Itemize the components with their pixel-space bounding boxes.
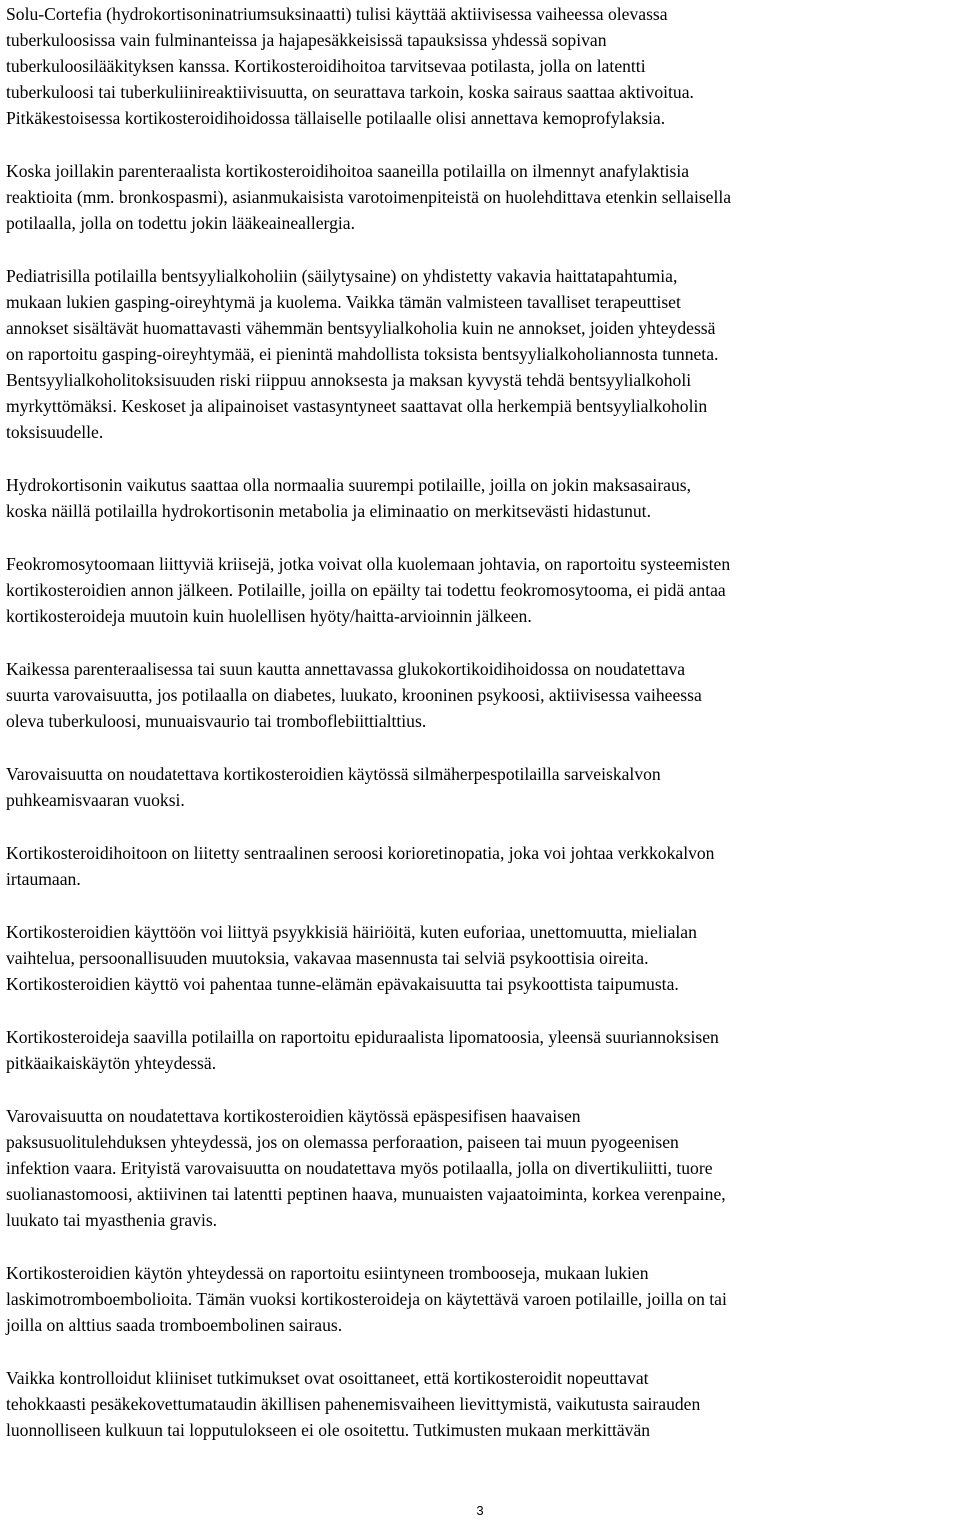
paragraph-gastrointestinal: Varovaisuutta on noudatettava kortikosteroidien käytössä epäspesifisen haavaisen paksusuolitulehduksen yhteydessä, jos on olemassa perforaation, paiseen tai muun pyogeenisen infektion vaara. Erityistä varovaisuutta on noudatettava myös potilaalla, jolla on divertikuliitti, tuore suolianastomoosi, aktiivinen tai latentti peptinen haava, munuaisten vajaatoiminta, korkea verenpaine, luukato tai myasthenia gravis. bbox=[6, 1106, 726, 1230]
paragraph-tuberculosis: Solu-Cortefia (hydrokortisoninatriumsuksinaatti) tulisi käyttää aktiivisessa vaiheessa olevassa tuberkuloosissa vain fulminanteissa ja hajapesäkkeisissä tapauksissa yhdessä sopivan tuberkuloosilääkityksen kanssa. Kortikosteroidihoitoa tarvitsevaa potilasta, jolla on latentti tuberkuloosi tai tuberkuliinireaktiivisuutta, on seurattava tarkoin, koska sairaus saattaa aktivoitua. Pitkäkestoisessa kortikosteroidihoidossa tällaiselle potilaalle olisi annettava kemoprofylaksia. bbox=[6, 4, 694, 128]
paragraph-chorioretinopathy: Kortikosteroidihoitoon on liitetty sentraalinen seroosi korioretinopatia, joka voi johtaa verkkokalvon irtaumaan. bbox=[6, 843, 715, 889]
paragraph-anaphylaxis: Koska joillakin parenteraalista kortikosteroidihoitoa saaneilla potilailla on ilmennyt anafylaktisia reaktioita (mm. bronkospasmi), asianmukaisista varotoimenpiteistä on huolehdittava etenkin sellaisella potilaalla, jolla on todettu jokin lääkeaineallergia. bbox=[6, 161, 732, 233]
paragraph-lipomatosis: Kortikosteroideja saavilla potilailla on raportoitu epiduraalista lipomatoosia, yleensä suuriannoksisen pitkäaikaiskäytön yhteydessä. bbox=[6, 1027, 719, 1073]
paragraph-liver-disease: Hydrokortisonin vaikutus saattaa olla normaalia suurempi potilaille, joilla on jokin maksasairaus, koska näillä potilailla hydrokortisonin metabolia ja eliminaatio on merkitsevästi hidastunut. bbox=[6, 475, 692, 521]
document-body bbox=[6, 0, 950, 1470]
paragraph-glucocorticoid-caution: Kaikessa parenteraalisessa tai suun kautta annettavassa glukokortikoidihoidossa on noudatettava suurta varovaisuutta, jos potilaalla on diabetes, luukato, krooninen psykoosi, aktiivisessa vaiheessa oleva tuberkuloosi, munuaisvaurio tai tromboflebiittialttius. bbox=[6, 659, 702, 731]
paragraph-benzyl-alcohol: Pediatrisilla potilailla bentsyylialkoholiin (säilytysaine) on yhdistetty vakavia haittatapahtumia, mukaan lukien gasping-oireyhtymä ja kuolema. Vaikka tämän valmisteen tavalliset terapeuttiset annokset sisältävät huomattavasti vähemmän bentsyylialkoholia kuin ne annokset, joiden yhteydessä on raportoitu gasping-oireyhtymää, ei pienintä mahdollista toksista bentsyylialkoholiannosta tunneta. Bentsyylialkoholitoksisuuden riski riippuu annoksesta ja maksan kyvystä tehdä bentsyylialkoholi myrkyttömäksi. Keskoset ja alipainoiset vastasyntyneet saattavat olla herkempiä bentsyylialkoholin toksisuudelle. bbox=[6, 266, 719, 442]
page-number: 3 bbox=[476, 1503, 484, 1518]
paragraph-multiple-sclerosis: Vaikka kontrolloidut kliiniset tutkimukset ovat osoittaneet, että kortikosteroidit nopeuttavat tehokkaasti pesäkekovettumataudin äkillisen pahenemisvaiheen lievittymistä, vaikutusta sairauden luonnolliseen kulkuun tai lopputulokseen ei ole osoitettu. Tutkimusten mukaan merkittävän bbox=[6, 1368, 701, 1440]
paragraph-psychiatric: Kortikosteroidien käyttöön voi liittyä psyykkisiä häiriöitä, kuten euforiaa, unettomuutta, mielialan vaihtelua, persoonallisuuden muutoksia, vakavaa masennusta tai selviä psykoottisia oireita. Kortikosteroidien käyttö voi pahentaa tunne-elämän epävakaisuutta tai psykoottista taipumusta. bbox=[6, 922, 697, 994]
paragraph-ocular-herpes: Varovaisuutta on noudatettava kortikosteroidien käytössä silmäherpespotilailla sarveiskalvon puhkeamisvaaran vuoksi. bbox=[6, 764, 661, 810]
paragraph-thrombosis: Kortikosteroidien käytön yhteydessä on raportoitu esiintyneen tromboosеja, mukaan lukien laskimotromboembolioita. Tämän vuoksi kortikosteroideja on käytettävä varoen potilaille, joilla on tai joilla on alttius saada tromboembolinen sairaus. bbox=[6, 1263, 727, 1335]
paragraph-pheochromocytoma: Feokromosytoomaan liittyviä kriisejä, jotka voivat olla kuolemaan johtavia, on raportoitu systeemisten kortikosteroidien annon jälkeen. Potilaille, joilla on epäilty tai todettu feokromosytooma, ei pidä antaa kortikosteroideja muutoin kuin huolellisen hyöty/haitta-arvioinnin jälkeen. bbox=[6, 554, 731, 626]
